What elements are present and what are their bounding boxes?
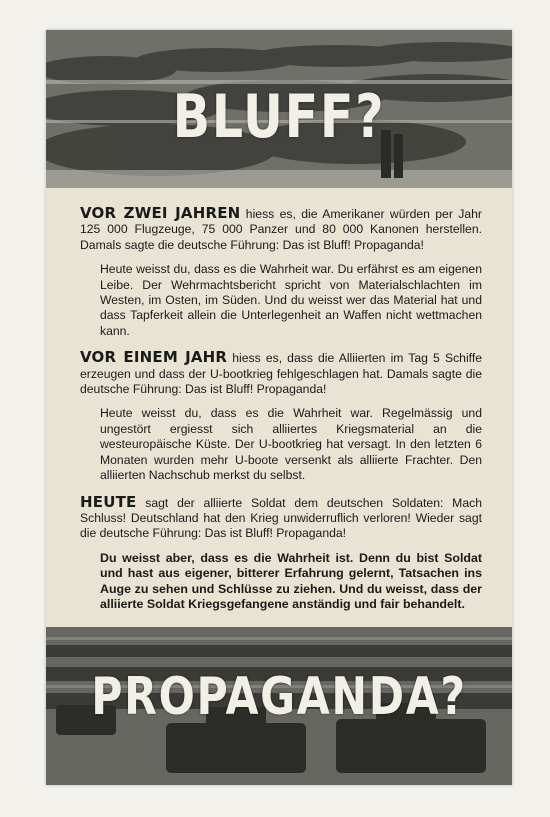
section-1-text: hiess es, die Amerikaner würden per Jahr 125 000 Flugzeuge, 75 000 Panzer und 80 000 Kanonen herstellen. Damals sagte die deutsche Führung: Das ist Bluff! Propaganda! <box>80 207 482 252</box>
leaflet-text <box>80 206 482 621</box>
section-3-claim <box>80 492 482 542</box>
section-3-reply: Du weisst aber, dass es die Wahrheit ist. Denn du bist Soldat und hast aus eigener, bitterer Erfahrung gelernt, Tatsachen ins Auge zu sehen und Schlüsse zu ziehen. Und du weisst, dass der alliierte Soldat Kriegsgefangene anständig und fair behandelt. <box>100 550 482 611</box>
headline-bluff: BLUFF? <box>172 82 386 152</box>
headline-propaganda: PROPAGANDA? <box>91 667 467 727</box>
section-1-lead: VOR ZWEI JAHREN <box>80 204 241 222</box>
section-2-text: hiess es, dass die Alliierten im Tag 5 Schiffe erzeugen und dass der U-bootkrieg fehlgeschlagen hat. Damals sagte die deutsche Führung: Das ist Bluff! Propaganda! <box>80 351 482 397</box>
tanks-photo <box>46 627 512 785</box>
section-2-claim <box>80 350 482 397</box>
section-1-reply: Heute weisst du, dass es die Wahrheit war. Du erfährst es am eigenen Leibe. Der Wehrmachtsbericht spricht von Materialschlachten im Westen, im Osten, im Süden. Und du weisst wer das Material hat und dass Tapferkeit allein die Unterlegenheit an Waffen nicht wettmachen kann. <box>100 262 482 338</box>
section-2-reply: Heute weisst du, dass es die Wahrheit war. Regelmässig und ungestört ergiesst sich alliiertes Kriegsmaterial an die westeuropäische Küste. Der U-bootkrieg hat versagt. In den letzten 6 Monaten wurden mehr U-boote versenkt als alliierte Frachter. Den alliierten Nachschub merkst du selbst. <box>100 406 482 483</box>
section-3-text: sagt der alliierte Soldat dem deutschen Soldaten: Mach Schluss! Deutschland hat den Krieg unwiderruflich verloren! Wieder sagt die deutsche Führung: Das ist Bluff! Propaganda! <box>80 495 482 541</box>
section-3-lead: HEUTE <box>80 492 137 511</box>
leaflet-sheet <box>46 30 512 785</box>
aircraft-photo <box>46 30 512 188</box>
section-1-claim <box>80 206 482 253</box>
section-2-lead: VOR EINEM JAHR <box>80 348 228 367</box>
